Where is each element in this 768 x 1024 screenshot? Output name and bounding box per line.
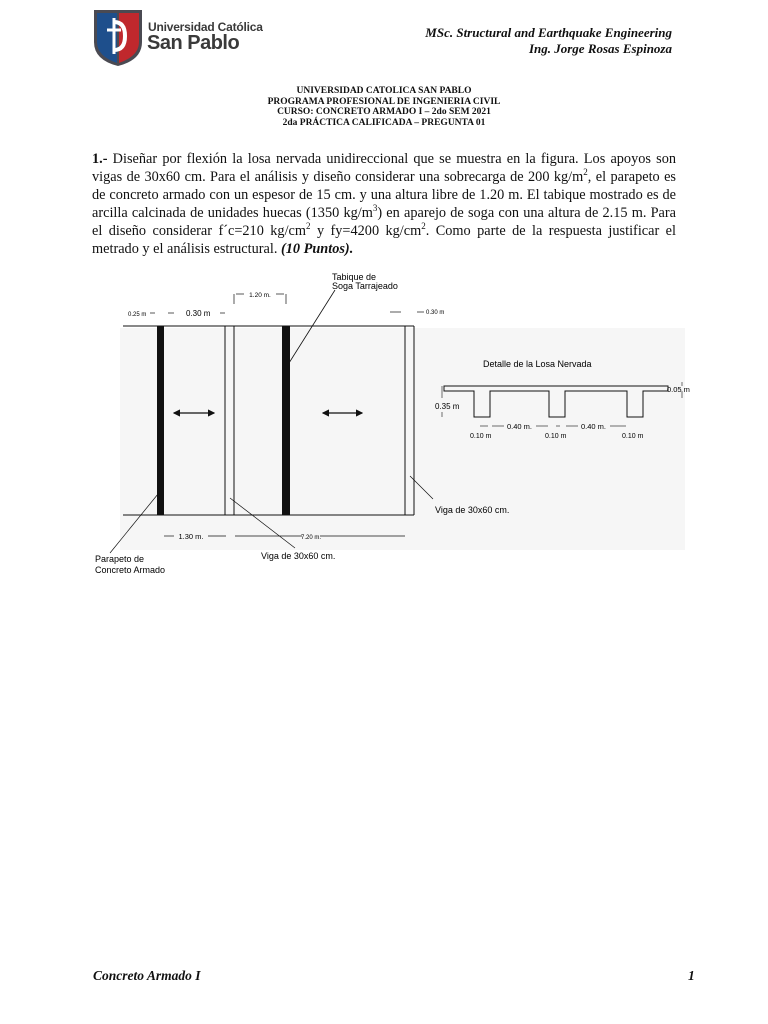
title-line-course: CURSO: CONCRETO ARMADO I – 2do SEM 2021 [277,107,491,117]
dim-label-130: 1.30 m. [178,532,204,541]
tabique-wall [282,326,290,515]
viga-bottom-label: Viga de 30x60 cm. [261,551,336,561]
slab-figure [90,268,690,588]
problem-statement [92,150,676,258]
slab-plan-drawing [90,268,690,588]
detail-dim-040-b: 0.40 m. [581,422,607,431]
logo-text-line2: San Pablo [147,32,240,54]
problem-text-1: Diseñar por flexión la losa nervada unidireccional que se muestra en la figura. Los apoyos son vigas de 30x60 cm. Para el análisis y diseño considerar una sobrecarga de 200 kg/m [92,151,676,185]
viga-right-label: Viga de 30x60 cm. [435,505,510,515]
parapet-label-line2: Concreto Armado [95,565,166,575]
tabique-label-line2: Soga Tarrajeado [332,281,398,291]
detail-dim-010-a: 0.10 m [470,433,492,440]
university-logo [92,8,263,68]
tabique-label-line1: Tabique de [332,272,377,282]
problem-text-4: y fy=4200 kg/cm [310,223,422,239]
problem-text-2: , el parapeto es de concreto armado con un espesor de 15 cm. y una altura libre de 1.20 m. El tabique mostrado es de arcilla calcinada de unidades huecas (1350 kg/m [92,169,676,221]
dim-label-720: 7.20 m. [300,535,322,541]
page-number: 1 [688,968,695,983]
exam-title-block [0,86,768,128]
dim-label-030-right: 0.30 m [426,310,445,316]
logo-text-line1: Universidad Católica [148,20,263,34]
footer-course: Concreto Armado I [93,968,201,983]
problem-sup-4: 2 [421,221,426,232]
detail-dim-040-a: 0.40 m. [507,422,533,431]
detail-dim-035: 0.35 m [435,402,460,411]
problem-text-5: . Como parte de la respuesta justificar el metrado y el análisis estructural. [92,223,676,257]
detail-dim-010-b: 0.10 m [545,433,567,440]
dim-label-025: 0.25 m [128,312,147,318]
title-line-program: PROGRAMA PROFESIONAL DE INGENIERIA CIVIL [267,96,501,107]
university-shield-icon [92,8,144,68]
problem-text-3: ) en aparejo de soga con una altura de 2.15 m. Para el diseño considerar f´c=210 kg/cm [92,205,676,239]
title-line-university: UNIVERSIDAD CATOLICA SAN PABLO [296,86,472,96]
author-name: Ing. Jorge Rosas Espinoza [528,41,672,56]
problem-number: 1.- [92,151,108,167]
parapet-wall [157,326,164,515]
problem-sup-2: 3 [372,203,378,214]
dim-label-030-left: 0.30 m [186,309,211,318]
problem-sup-3: 2 [306,221,311,232]
parapet-label-line1: Parapeto de [95,554,145,564]
detail-dim-005: 0.05 m [667,385,690,394]
title-line-exam: 2da PRÁCTICA CALIFICADA – PREGUNTA 01 [282,117,486,128]
author-header [425,25,672,57]
problem-sup-1: 2 [583,167,588,178]
problem-points: (10 Puntos). [280,241,354,257]
dim-label-120: 1.20 m. [249,292,271,299]
detail-title: Detalle de la Losa Nervada [483,359,592,369]
detail-dim-010-c: 0.10 m [622,433,644,440]
figure-background [120,328,685,550]
program-title: MSc. Structural and Earthquake Engineering [425,25,672,40]
